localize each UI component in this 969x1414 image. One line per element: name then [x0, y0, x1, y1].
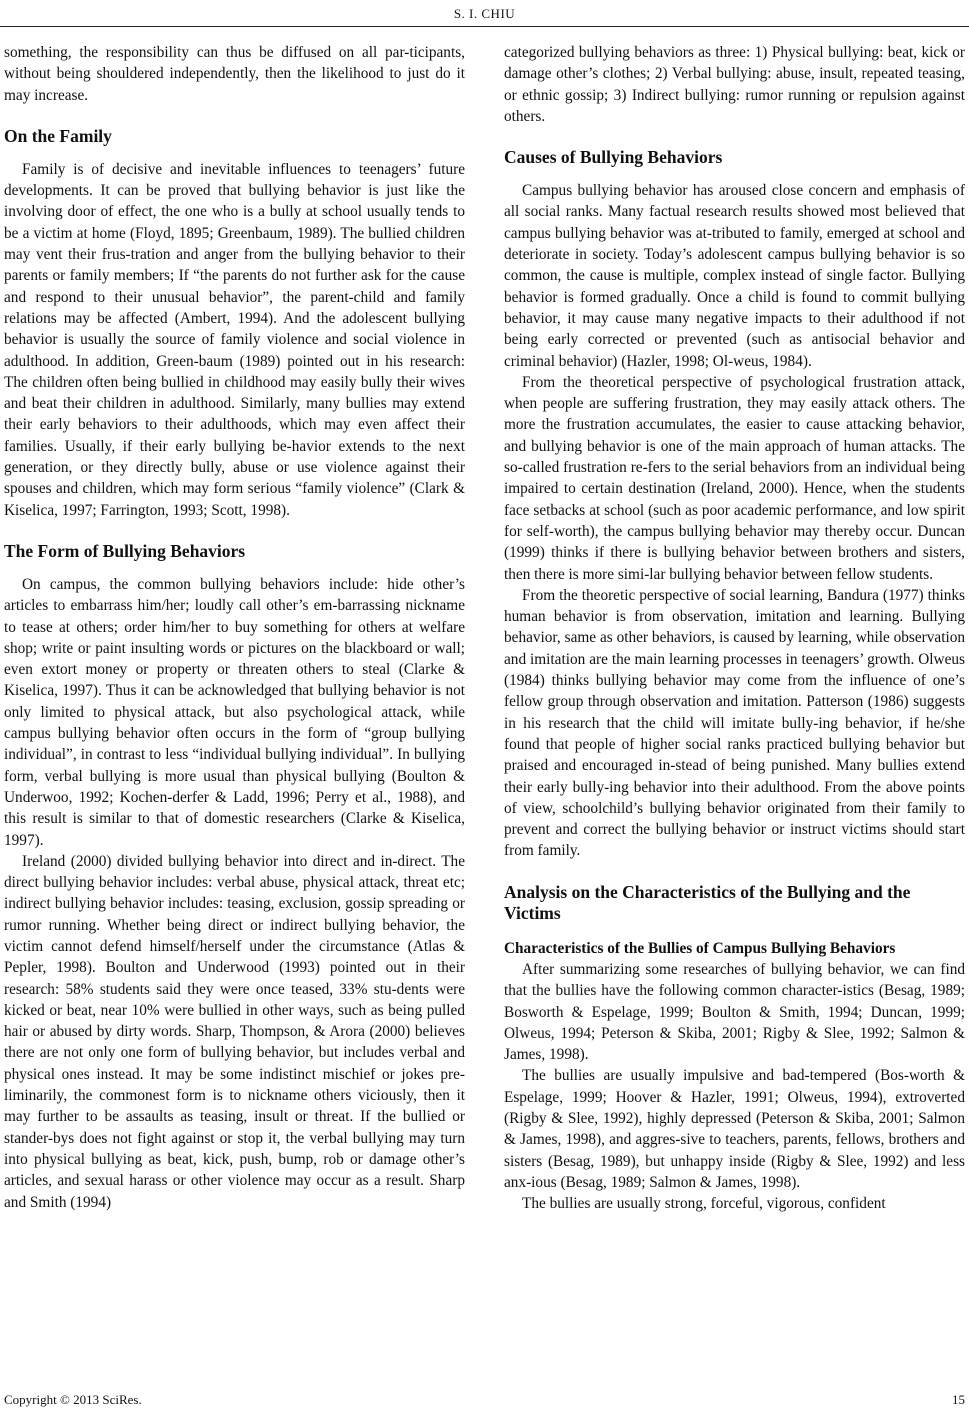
copyright-notice: Copyright © 2013 SciRes.: [4, 1392, 142, 1407]
paragraph-characteristics-1: After summarizing some researches of bullying behavior, we can find that the bullies have the following common character-istics (Besag, 1989; Bosworth & Espelage, 1999; Boulton & Smith, 1994; Duncan, 1999; Olweus, 1994; Peterson & Skiba, 2001; Rigby & Slee, 1992; Salmon & James, 1998).: [504, 960, 965, 1064]
paragraph-causes-3: From the theoretic perspective of social learning, Bandura (1977) thinks human behavior is from observation, imitation and learning. Bullying behavior, same as other behaviors, is caused by learning, while observation and imitation are the main learning processes in teenagers’ growth. Olweus (1984) thinks bullying behavior may come from the influence of one’s fellow group through observation and imitation. Patterson (1986) suggests in his research that the child will imitate bully-ing behavior, if he/she found that people of higher social ranks practiced bullying behavior but praised and encouraged in-stead of being punished. Many bullies extend their early bully-ing behavior into their adulthood. From the above points of view, schoolchild’s bullying behavior originated from their family to prevent and correct the bullying behavior or instruct victims should start from family.: [504, 586, 965, 860]
section-heading-family: On the Family: [4, 125, 112, 146]
paragraph-form-2: Ireland (2000) divided bullying behavior into direct and in-direct. The direct bullying behavior includes: verbal abuse, physical attack, threat etc; indirect bullying behavior includes: teasing, exclusion, gossip spreading or rumor running. Whether being direct or indirect bullying behavior, the victim cannot defend himself/herself under the circumstance (Atlas & Pepler, 1998). Boulton and Underwood (1993) pointed out in their research: 58% students said they were once teased, 33% stu-dents were kicked or beat, near 10% were bullied in other ways, such as being pulled hair or abused by dirty words. Sharp, Thompson, & Arora (2000) believes there are not only one form of bullying behavior, but includes verbal and physical ones instead. It may be some indistinct mischief or jokes pre-liminarily, the commonest form is to nickname others viciously, then it may further to be assaults as teasing, insult or threat. If the bullied or stander-bys does not fight against or stop it, the verbal bullying may turn into physical bullying as beat, kick, push, bump, rob or damage other’s articles, and sexual harass or other violence may occur as a result. Sharp and Smith (1994): [4, 852, 465, 1211]
paragraph-causes-2: From the theoretical perspective of psychological frustration attack, when people are suffering frustration, they may easily attack others. The more the frustration accumulates, the easier to cause attacking behavior, and bullying behavior is one of the main approach of human attacks. The so-called frustration re-fers to the serial behaviors from an individual being impaired to certain destination (Ireland, 2000). Hence, when the students face setbacks at school (such as poor academic performance, and low spirit for self-worth), the campus bullying behavior may thereby occur. Duncan (1999) thinks if there is bullying behavior between brothers and sisters, then there is more simi-lar bullying behavior between fellow students.: [504, 373, 965, 583]
section-heading-form: The Form of Bullying Behaviors: [4, 540, 246, 561]
paragraph-continuation-right: categorized bullying behaviors as three: 1) Physical bullying: beat, kick or damage other’s clothes; 2) Verbal bullying: abuse, insult, repeated teasing, or ethnic gossip; 3) Indirect bullying: rumor running or repulsion against others.: [504, 44, 965, 125]
paragraph-characteristics-2: The bullies are usually impulsive and bad-tempered (Bos-worth & Espelage, 1999; Hoover & Hazler, 1991; Olweus, 1994), extroverted (Rigby & Slee, 1992), highly depressed (Peterson & Skiba, 2001; Salmon & James, 1998), and aggres-sive to teachers, parents, fellows, brothers and sisters (Besag, 1989), but unhappy inside (Rigby & Slee, 1992) and less anx-ious (Besag, 1989; Salmon & James, 1998).: [504, 1067, 965, 1191]
paragraph-form-1: On campus, the common bullying behaviors include: hide other’s articles to embarrass him/her; loudly call other’s em-barrassing nickname to tease at others; order him/her to buy something for others at welfare shop; write or paint insulting words or pictures on the blackboard or wall; even extort money or property or threaten others to steal (Clarke & Kiselica, 1997). Thus it can be acknowledged that bullying behavior is not only limited to physical attack, but also psychological attack, while campus bullying behavior often occurs in the form of “group bullying individual”, in contrast to less “individual bullying individual”. In bullying form, verbal bullying is more usual than physical bullying (Boulton & Underwoo, 1992; Kochen-derfer & Ladd, 1996; Perry et al., 1988), and this result is similar to that of domestic researchers (Clarke & Kiselica, 1997).: [4, 575, 465, 849]
left-column: [4, 42, 465, 1213]
right-column: [504, 42, 965, 1215]
paragraph-causes-1: Campus bullying behavior has aroused close concern and emphasis of all social ranks. Many factual research results showed most believed that campus bullying behavior was at-tributed to family, emerged at school and deteriorate in society. Today’s adolescent campus bullying behavior is so common, the cause is multiple, complex instead of single factor. Bullying behavior is formed gradually. Once a child is found to commit bullying behavior, it may cause many negative impacts to their adulthood if not being early corrected or prevented (such as antisocial behavior and criminal behavior) (Hazler, 1998; Ol-weus, 1984).: [504, 182, 965, 370]
paragraph-continuation: something, the responsibility can thus be diffused on all par-ticipants, without being shouldered independently, then the likelihood to just do it may increase.: [4, 44, 465, 104]
section-heading-causes: Causes of Bullying Behaviors: [504, 147, 723, 168]
subsection-heading-bullies: Characteristics of the Bullies of Campus Bullying Behaviors: [504, 939, 896, 957]
running-head: S. I. CHIU: [453, 6, 516, 21]
section-heading-analysis: Analysis on the Characteristics of the Bullying and the Victims: [504, 881, 911, 923]
paragraph-family: Family is of decisive and inevitable influences to teenagers’ future developments. It can be proved that bullying behavior is just like the involving door of effect, the one who is a bully at school usually tends to be a victim at home (Floyd, 1895; Greenbaum, 1989). The bullied children may vent their frus-tration and anger from the bullying behavior to their parents or family members; If “the parents do not further ask for the cause and respond to their unusual behavior”, the parent-child and family relations may be affected (Ambert, 1994). And the adolescent bullying behavior is usually the source of family violence and social violence in adulthood. In addition, Green-baum (1989) pointed out in his research: The children often being bullied in childhood may easily bully their wives and beat their children in adulthood. Similarly, many bullies may extend their early behaviors to their adulthoods, which may even affect their families. Usually, if their early bullying be-havior extends to the next generation, or they directly bully, abuse or use violence against their spouses and children, which may form serious “family violence” (Clark & Kiselica, 1997; Farrington, 1993; Scott, 1998).: [4, 160, 465, 519]
paragraph-characteristics-3: The bullies are usually strong, forceful, vigorous, confident: [522, 1195, 886, 1213]
header-rule: [0, 26, 969, 27]
page-number: 15: [952, 1392, 965, 1407]
